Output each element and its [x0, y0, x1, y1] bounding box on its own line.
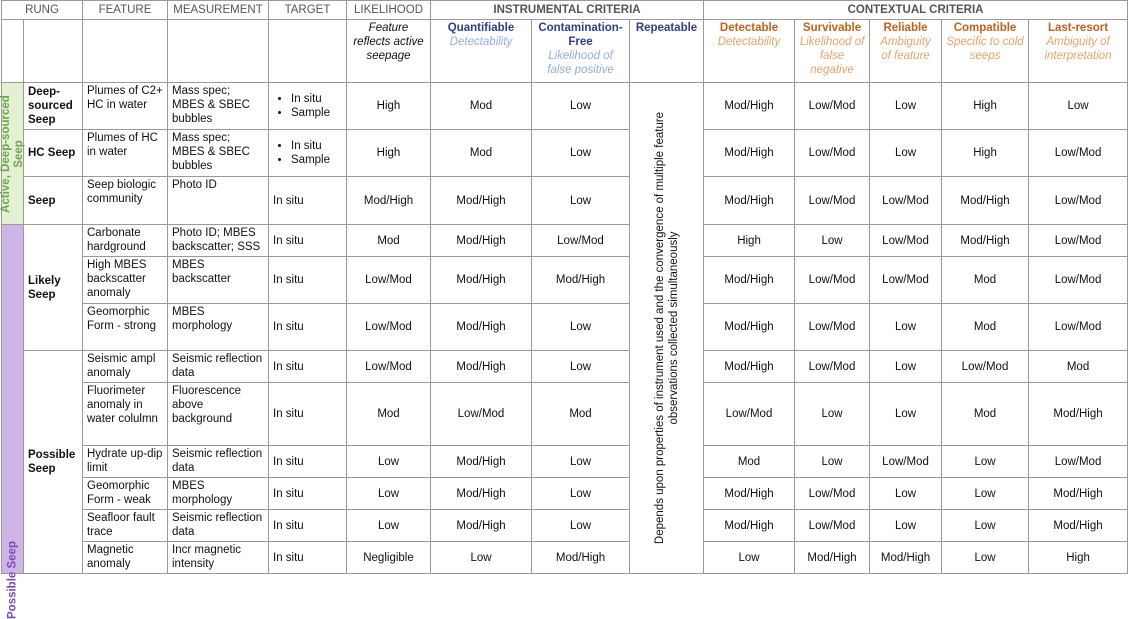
cell-target: In situ — [269, 257, 347, 304]
cell-compatible: Mod/High — [942, 177, 1029, 225]
cell-survivable: Low/Mod — [795, 351, 870, 383]
cell-quantifiable: Mod/High — [431, 257, 532, 304]
cell-likelihood: High — [347, 130, 431, 177]
reliable-subtitle: Ambiguity of feature — [880, 36, 931, 62]
header-quantifiable — [431, 20, 532, 83]
cell-reliable: Low — [870, 351, 942, 383]
cell-survivable: Mod/High — [795, 542, 870, 574]
cell-reliable: Low — [870, 478, 942, 510]
cell-compatible: Mod — [942, 257, 1029, 304]
cell-target: In situ — [269, 446, 347, 478]
cell-detectable: Mod — [704, 446, 795, 478]
cell-measurement: Mass spec; MBES & SBEC bubbles — [168, 130, 269, 177]
header-blank-measurement — [168, 20, 269, 83]
table-row — [2, 383, 1128, 446]
compatible-title: Compatible — [953, 22, 1017, 34]
cell-feature: Seep biologic community — [83, 177, 168, 225]
cell-quantifiable: Mod/High — [431, 177, 532, 225]
table-row — [2, 225, 1128, 257]
contamination-subtitle: Likelihood of false positive — [547, 50, 614, 76]
cell-feature: Geomorphic Form - weak — [83, 478, 168, 510]
cell-reliable: Low — [870, 130, 942, 177]
cell-feature: Magnetic anomaly — [83, 542, 168, 574]
cell-lastresort: Low/Mod — [1029, 225, 1128, 257]
repeatable-note: Depends upon properties of instrument used and the convergence of multiple feature observations collected simultaneously — [653, 111, 680, 545]
target-item: • Sample — [291, 106, 342, 120]
cell-repeatable-merged — [630, 83, 704, 574]
header-compatible — [942, 20, 1029, 83]
subrung-seep: Seep — [24, 177, 83, 225]
cell-compatible: High — [942, 83, 1029, 130]
cell-reliable: Low — [870, 83, 942, 130]
cell-target: In situ — [269, 304, 347, 351]
cell-likelihood: High — [347, 83, 431, 130]
cell-quantifiable: Mod/High — [431, 510, 532, 542]
cell-contamination: Low — [532, 510, 630, 542]
compatible-subtitle: Specific to cold seeps — [946, 36, 1024, 62]
subrung-deep-sourced: Deep-sourced Seep — [24, 83, 83, 130]
cell-measurement: MBES backscatter — [168, 257, 269, 304]
cell-lastresort: Low/Mod — [1029, 304, 1128, 351]
rung-possible-seep — [2, 225, 24, 619]
table-row — [2, 177, 1128, 225]
cell-target — [269, 83, 347, 130]
header-measurement: MEASUREMENT — [168, 1, 269, 20]
rung-active-label: Active, Deep-sourced Seep — [0, 94, 25, 213]
cell-lastresort: Low — [1029, 83, 1128, 130]
cell-compatible: Low — [942, 510, 1029, 542]
cell-contamination: Low — [532, 351, 630, 383]
cell-reliable: Low/Mod — [870, 257, 942, 304]
cell-detectable: Mod/High — [704, 177, 795, 225]
cell-reliable: Mod/High — [870, 542, 942, 574]
cell-measurement: MBES morphology — [168, 478, 269, 510]
cell-measurement: Photo ID; MBES backscatter; SSS — [168, 225, 269, 257]
rung-active-deep-sourced — [2, 83, 24, 225]
cell-target: In situ — [269, 478, 347, 510]
cell-likelihood: Low/Mod — [347, 304, 431, 351]
cell-measurement: Seismic reflection data — [168, 446, 269, 478]
cell-reliable: Low/Mod — [870, 225, 942, 257]
cell-contamination: Low — [532, 130, 630, 177]
cell-reliable: Low — [870, 510, 942, 542]
cell-contamination: Low — [532, 478, 630, 510]
reliable-title: Reliable — [883, 22, 928, 34]
cell-target: In situ — [269, 542, 347, 574]
cell-lastresort: Low/Mod — [1029, 130, 1128, 177]
cell-survivable: Low/Mod — [795, 257, 870, 304]
header-blank-subrung — [24, 20, 83, 83]
cell-quantifiable: Mod — [431, 83, 532, 130]
subrung-likely-seep: Likely Seep — [24, 225, 83, 351]
table-row — [2, 351, 1128, 383]
table-row — [2, 478, 1128, 510]
cell-survivable: Low/Mod — [795, 304, 870, 351]
cell-contamination: Mod/High — [532, 542, 630, 574]
cell-detectable: Mod/High — [704, 510, 795, 542]
cell-detectable: High — [704, 225, 795, 257]
cell-likelihood: Negligible — [347, 542, 431, 574]
table-row — [2, 257, 1128, 304]
lastresort-subtitle: Ambiguity of interpretation — [1044, 36, 1112, 62]
cell-quantifiable: Mod/High — [431, 225, 532, 257]
cell-detectable: Mod/High — [704, 351, 795, 383]
lastresort-title: Last-resort — [1047, 22, 1109, 34]
cell-compatible: High — [942, 130, 1029, 177]
cell-lastresort: Mod — [1029, 351, 1128, 383]
cell-reliable: Low — [870, 304, 942, 351]
cell-quantifiable: Mod/High — [431, 351, 532, 383]
contamination-title: Contamination-Free — [538, 22, 623, 48]
cell-likelihood: Low — [347, 446, 431, 478]
cell-target: In situ — [269, 177, 347, 225]
header-likelihood-desc: Feature reflects active seepage — [347, 20, 431, 83]
cell-quantifiable: Mod — [431, 130, 532, 177]
cell-survivable: Low/Mod — [795, 177, 870, 225]
cell-detectable: Low — [704, 542, 795, 574]
header-survivable — [795, 20, 870, 83]
survivable-subtitle: Likelihood of false negative — [799, 36, 865, 76]
header-detectable — [704, 20, 795, 83]
cell-detectable: Mod/High — [704, 304, 795, 351]
header-repeatable — [630, 20, 704, 83]
detectable-title: Detectable — [719, 22, 779, 34]
cell-lastresort: Mod/High — [1029, 478, 1128, 510]
header-contamination — [532, 20, 630, 83]
cell-compatible: Low/Mod — [942, 351, 1029, 383]
cell-detectable: Mod/High — [704, 257, 795, 304]
cell-compatible: Low — [942, 542, 1029, 574]
cell-detectable: Mod/High — [704, 478, 795, 510]
cell-target: In situ — [269, 510, 347, 542]
cell-measurement: Incr magnetic intensity — [168, 542, 269, 574]
cell-survivable: Low/Mod — [795, 478, 870, 510]
cell-compatible: Mod — [942, 304, 1029, 351]
table-row — [2, 83, 1128, 130]
target-item: • In situ — [291, 92, 342, 106]
cell-detectable: Low/Mod — [704, 383, 795, 446]
cell-feature: High MBES backscatter anomaly — [83, 257, 168, 304]
cell-survivable: Low/Mod — [795, 510, 870, 542]
cell-measurement: Seismic reflection data — [168, 510, 269, 542]
table-row — [2, 130, 1128, 177]
cell-survivable: Low/Mod — [795, 130, 870, 177]
cell-compatible: Low — [942, 478, 1029, 510]
rung-possible-label: Possible Seep — [6, 541, 18, 619]
cell-contamination: Mod — [532, 383, 630, 446]
header-blank-feature — [83, 20, 168, 83]
cell-likelihood: Low — [347, 478, 431, 510]
cell-likelihood: Mod/High — [347, 177, 431, 225]
cell-feature: Plumes of C2+ HC in water — [83, 83, 168, 130]
header-feature: FEATURE — [83, 1, 168, 20]
quantifiable-title: Quantifiable — [447, 22, 515, 34]
cell-detectable: Mod/High — [704, 130, 795, 177]
cell-contamination: Low — [532, 83, 630, 130]
cell-quantifiable: Low/Mod — [431, 383, 532, 446]
cell-lastresort: Low/Mod — [1029, 177, 1128, 225]
table-row — [2, 304, 1128, 351]
cell-contamination: Low — [532, 446, 630, 478]
target-item: • In situ — [291, 139, 342, 153]
cell-target: In situ — [269, 225, 347, 257]
cell-target: In situ — [269, 383, 347, 446]
detectable-subtitle: Detectability — [717, 36, 781, 48]
header-contextual-criteria: CONTEXTUAL CRITERIA — [704, 1, 1128, 20]
cell-quantifiable: Mod/High — [431, 478, 532, 510]
cell-lastresort: Low/Mod — [1029, 446, 1128, 478]
table-row — [2, 542, 1128, 574]
cell-feature: Seismic ampl anomaly — [83, 351, 168, 383]
cell-contamination: Mod/High — [532, 257, 630, 304]
cell-feature: Seafloor fault trace — [83, 510, 168, 542]
cell-compatible: Low — [942, 446, 1029, 478]
cell-lastresort: Low/Mod — [1029, 257, 1128, 304]
cell-lastresort: High — [1029, 542, 1128, 574]
survivable-title: Survivable — [802, 22, 862, 34]
header-row-main — [2, 1, 1128, 20]
subrung-hc-seep: HC Seep — [24, 130, 83, 177]
table-row — [2, 510, 1128, 542]
cell-lastresort: Mod/High — [1029, 383, 1128, 446]
cell-measurement: Fluorescence above background — [168, 383, 269, 446]
cell-quantifiable: Low — [431, 542, 532, 574]
cell-contamination: Low — [532, 177, 630, 225]
cell-lastresort: Mod/High — [1029, 510, 1128, 542]
cell-target — [269, 130, 347, 177]
cell-compatible: Mod — [942, 383, 1029, 446]
header-lastresort — [1029, 20, 1128, 83]
cell-likelihood: Low/Mod — [347, 257, 431, 304]
cell-feature: Carbonate hardground — [83, 225, 168, 257]
cell-reliable: Low/Mod — [870, 446, 942, 478]
header-blank-target — [269, 20, 347, 83]
cell-likelihood: Low — [347, 510, 431, 542]
header-rung: RUNG — [2, 1, 83, 20]
cell-target: In situ — [269, 351, 347, 383]
header-row-sub — [2, 20, 1128, 83]
cell-contamination: Low/Mod — [532, 225, 630, 257]
cell-compatible: Mod/High — [942, 225, 1029, 257]
header-target: TARGET — [269, 1, 347, 20]
cell-likelihood: Mod — [347, 383, 431, 446]
cell-likelihood: Low/Mod — [347, 351, 431, 383]
cell-reliable: Low — [870, 383, 942, 446]
cell-likelihood: Mod — [347, 225, 431, 257]
header-likelihood: LIKELIHOOD — [347, 1, 431, 20]
quantifiable-subtitle: Detectability — [449, 36, 513, 48]
header-blank-rung — [2, 20, 24, 83]
repeatable-title: Repeatable — [635, 22, 698, 34]
cell-survivable: Low — [795, 225, 870, 257]
cell-feature: Geomorphic Form - strong — [83, 304, 168, 351]
header-instrumental-criteria: INSTRUMENTAL CRITERIA — [431, 1, 704, 20]
cell-detectable: Mod/High — [704, 83, 795, 130]
subrung-possible-seep: Possible Seep — [24, 351, 83, 574]
header-reliable — [870, 20, 942, 83]
cell-quantifiable: Mod/High — [431, 304, 532, 351]
cell-survivable: Low — [795, 446, 870, 478]
cell-survivable: Low/Mod — [795, 83, 870, 130]
cell-feature: Fluorimeter anomaly in water colulmn — [83, 383, 168, 446]
cell-contamination: Low — [532, 304, 630, 351]
table-row — [2, 446, 1128, 478]
cell-feature: Plumes of HC in water — [83, 130, 168, 177]
target-item: • Sample — [291, 153, 342, 167]
cell-measurement: MBES morphology — [168, 304, 269, 351]
cell-feature: Hydrate up-dip limit — [83, 446, 168, 478]
cell-measurement: Mass spec; MBES & SBEC bubbles — [168, 83, 269, 130]
cell-measurement: Photo ID — [168, 177, 269, 225]
cell-survivable: Low — [795, 383, 870, 446]
cell-reliable: Low/Mod — [870, 177, 942, 225]
cell-measurement: Seismic reflection data — [168, 351, 269, 383]
cell-quantifiable: Mod/High — [431, 446, 532, 478]
